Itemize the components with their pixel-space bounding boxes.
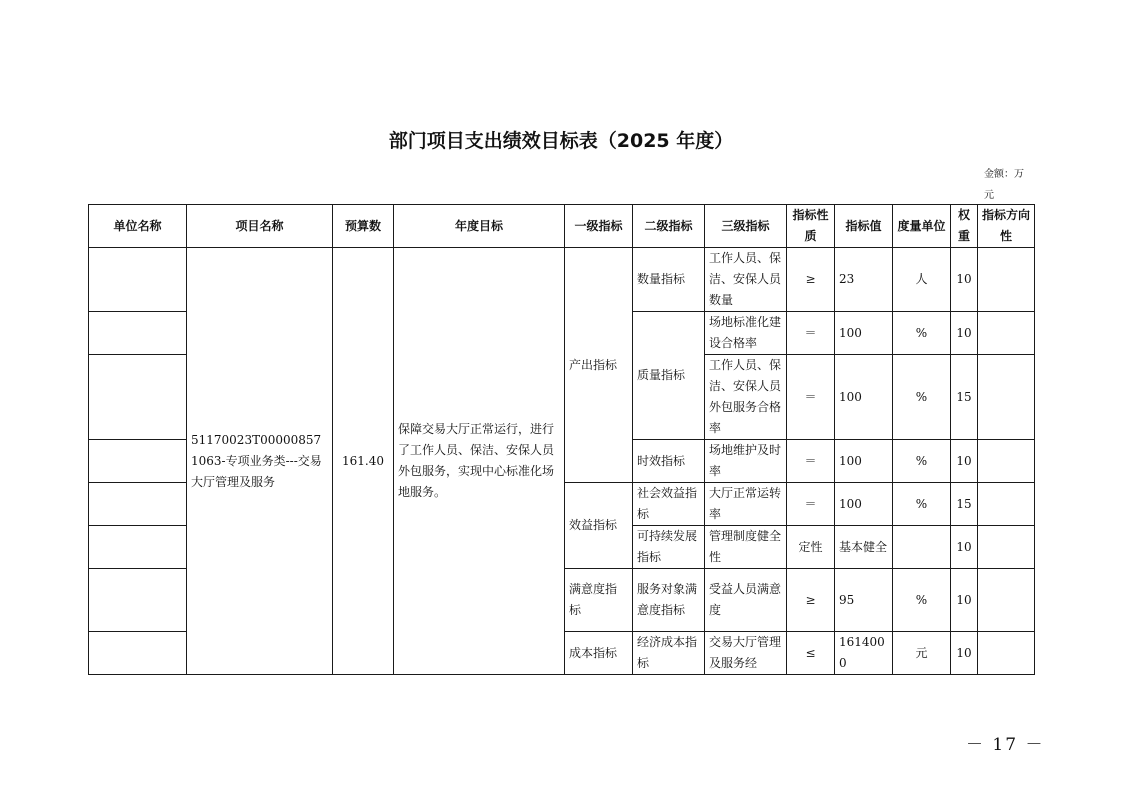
direction-cell bbox=[978, 526, 1035, 569]
weight-cell: 10 bbox=[951, 569, 978, 632]
level2-satisfaction-cell: 服务对象满意度指标 bbox=[633, 569, 705, 632]
header-budget: 预算数 bbox=[333, 205, 394, 248]
unit-cell: % bbox=[893, 440, 951, 483]
value-cell: 100 bbox=[835, 355, 893, 440]
header-direction: 指标方向性 bbox=[978, 205, 1035, 248]
unit-name-cell bbox=[89, 440, 187, 483]
nature-cell: ≤ bbox=[787, 632, 835, 675]
level2-social-cell: 社会效益指标 bbox=[633, 483, 705, 526]
header-weight: 权重 bbox=[951, 205, 978, 248]
level3-cell: 场地标准化建设合格率 bbox=[705, 312, 787, 355]
unit-cell: 人 bbox=[893, 248, 951, 312]
unit-cell bbox=[893, 526, 951, 569]
level2-timeliness-cell: 时效指标 bbox=[633, 440, 705, 483]
level3-cell: 工作人员、保洁、安保人员外包服务合格率 bbox=[705, 355, 787, 440]
level1-cost-cell: 成本指标 bbox=[565, 632, 633, 675]
nature-cell: 定性 bbox=[787, 526, 835, 569]
header-project-name: 项目名称 bbox=[187, 205, 333, 248]
weight-cell: 10 bbox=[951, 632, 978, 675]
level1-benefit-cell: 效益指标 bbox=[565, 483, 633, 569]
level2-sustainable-cell: 可持续发展指标 bbox=[633, 526, 705, 569]
page-number: － 17 － bbox=[966, 735, 1045, 755]
level3-cell: 受益人员满意度 bbox=[705, 569, 787, 632]
unit-name-cell bbox=[89, 569, 187, 632]
budget-cell: 161.40 bbox=[333, 248, 394, 675]
value-cell: 基本健全 bbox=[835, 526, 893, 569]
direction-cell bbox=[978, 355, 1035, 440]
level2-economic-cell: 经济成本指标 bbox=[633, 632, 705, 675]
table-header-row bbox=[89, 205, 1035, 248]
unit-cell: % bbox=[893, 355, 951, 440]
direction-cell bbox=[978, 632, 1035, 675]
unit-cell: % bbox=[893, 312, 951, 355]
level3-cell: 场地维护及时率 bbox=[705, 440, 787, 483]
nature-cell: ＝ bbox=[787, 355, 835, 440]
amount-unit-label: 金额：万元 bbox=[984, 169, 1024, 201]
value-cell: 23 bbox=[835, 248, 893, 312]
header-level1: 一级指标 bbox=[565, 205, 633, 248]
header-value: 指标值 bbox=[835, 205, 893, 248]
annual-goal-cell: 保障交易大厅正常运行，进行了工作人员、保洁、安保人员外包服务，实现中心标准化场地服务。 bbox=[394, 248, 565, 675]
level3-cell: 交易大厅管理及服务经 bbox=[705, 632, 787, 675]
header-unit: 度量单位 bbox=[893, 205, 951, 248]
unit-name-cell bbox=[89, 312, 187, 355]
unit-cell: % bbox=[893, 569, 951, 632]
project-name-cell: 51170023T000008571063-专项业务类---交易大厅管理及服务 bbox=[187, 248, 333, 675]
value-cell: 100 bbox=[835, 312, 893, 355]
unit-name-cell bbox=[89, 632, 187, 675]
header-level2: 二级指标 bbox=[633, 205, 705, 248]
direction-cell bbox=[978, 312, 1035, 355]
level3-cell: 管理制度健全性 bbox=[705, 526, 787, 569]
unit-cell: % bbox=[893, 483, 951, 526]
page-title: 部门项目支出绩效目标表（2025 年度） bbox=[388, 130, 734, 152]
value-cell: 100 bbox=[835, 440, 893, 483]
level3-cell: 工作人员、保洁、安保人员数量 bbox=[705, 248, 787, 312]
nature-cell: ＝ bbox=[787, 312, 835, 355]
value-cell: 95 bbox=[835, 569, 893, 632]
direction-cell bbox=[978, 440, 1035, 483]
nature-cell: ＝ bbox=[787, 440, 835, 483]
level1-output-cell: 产出指标 bbox=[565, 248, 633, 483]
direction-cell bbox=[978, 483, 1035, 526]
unit-name-cell bbox=[89, 526, 187, 569]
unit-cell: 元 bbox=[893, 632, 951, 675]
nature-cell: ≥ bbox=[787, 569, 835, 632]
header-nature: 指标性质 bbox=[787, 205, 835, 248]
level2-quantity-cell: 数量指标 bbox=[633, 248, 705, 312]
header-annual-goal: 年度目标 bbox=[394, 205, 565, 248]
nature-cell: ＝ bbox=[787, 483, 835, 526]
weight-cell: 10 bbox=[951, 248, 978, 312]
weight-cell: 15 bbox=[951, 355, 978, 440]
level3-cell: 大厅正常运转率 bbox=[705, 483, 787, 526]
unit-name-cell bbox=[89, 483, 187, 526]
value-cell: 1614000 bbox=[835, 632, 893, 675]
unit-name-cell bbox=[89, 355, 187, 440]
weight-cell: 10 bbox=[951, 526, 978, 569]
direction-cell bbox=[978, 569, 1035, 632]
header-unit-name: 单位名称 bbox=[89, 205, 187, 248]
value-cell: 100 bbox=[835, 483, 893, 526]
unit-name-cell bbox=[89, 248, 187, 312]
header-level3: 三级指标 bbox=[705, 205, 787, 248]
weight-cell: 10 bbox=[951, 440, 978, 483]
level1-satisfaction-cell: 满意度指标 bbox=[565, 569, 633, 632]
nature-cell: ≥ bbox=[787, 248, 835, 312]
performance-target-table bbox=[88, 204, 1035, 675]
table-row bbox=[89, 248, 1035, 312]
weight-cell: 10 bbox=[951, 312, 978, 355]
weight-cell: 15 bbox=[951, 483, 978, 526]
direction-cell bbox=[978, 248, 1035, 312]
level2-quality-cell: 质量指标 bbox=[633, 312, 705, 440]
